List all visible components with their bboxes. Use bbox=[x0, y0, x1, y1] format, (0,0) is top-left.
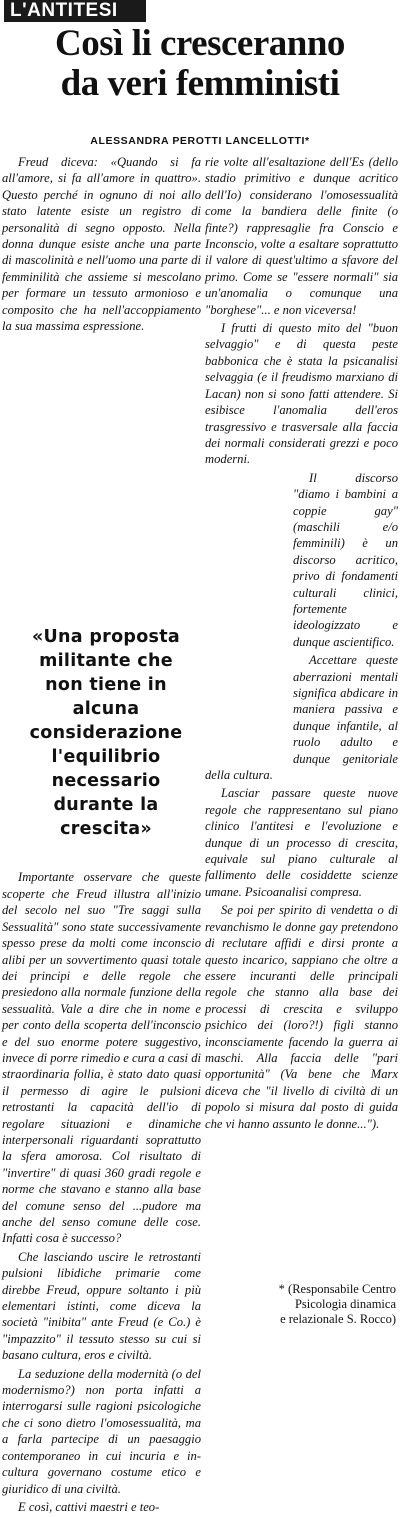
paragraph: I frutti di questo mito del "buon selvaggio" e di questa peste babbonica che è stata la psicanalisi selvaggia (e il freudismo marxiano di Lacan) non si sono fatti attendere. Si esibisce l'anomalia dell'eros trasgressivo e trasversale alla faccia dei normali considerati grezzi e poco moderni. bbox=[205, 321, 398, 467]
paragraph: Accettare queste aberrazioni mentali significa abdicare in maniera passiva e dunque infantile, al ruolo adulto e dunque genitoriale della cultura. bbox=[205, 653, 398, 783]
pull-quote-line: durante la bbox=[53, 794, 159, 815]
headline bbox=[0, 24, 400, 104]
paragraph: rie volte all'esaltazione dell'Es (dello stadio primitivo e dunque acritico dell'Io) considerano l'omosessualità come la bandiera delle finite (o finte?) rappresaglie fra Conscio e Inconscio, volte a esaltare soprattutto il valore di quest'ultimo a sfavore del primo. Come se "essere normali" sia un'anomalia o comunque una "borghese"... e non viceversa! bbox=[205, 155, 398, 317]
paragraph: La seduzione della modernità (o del modernismo?) non porta infatti a interrogarsi sulle ragioni psicologiche che ci sono dietro l'omosessualità, ma a farla partecipe di un paesaggio contemporaneo in cui incuria e in-cultura governano costume etico e giuridico di una civiltà. bbox=[2, 1366, 201, 1496]
credit-line: * (Responsabile Centro bbox=[278, 1282, 396, 1296]
article-column-left bbox=[2, 154, 201, 1517]
credit-line: e relazionale S. Rocco) bbox=[280, 1312, 396, 1326]
headline-line-1: Così li cresceranno bbox=[55, 23, 345, 64]
paragraph: E così, cattivi maestri e teo- bbox=[18, 1499, 160, 1514]
pull-quote-line: l'equilibrio bbox=[51, 746, 161, 767]
paragraph: Il discorso "diamo i bambini a coppie gay" (maschili e/o femminili) è un discorso acritico, privo di fondamenti culturali clinici, fortemente ideologizzato e dunque ascientifico. bbox=[293, 470, 398, 649]
credit-line: Psicologia dinamica bbox=[294, 1297, 396, 1311]
paragraph: Importante osservare che queste scoperte che Freud illustra all'inizio del secolo nel suo "Tre saggi sulla Sessualità" sono state successivamente spesso prese da molti come inconscio alibi per un sovvertimento quasi totale dei principi e delle regole che presiedono alla normale funzione della sessualità. Vale a dire che in nome e per conto della scoperta dell'inconscio e del suo enorme potere suggestivo, invece di porre rimedio e cura a casi di straordinaria follia, è stato dato quasi il permesso di agire le pulsioni retrostanti la capacità dell'io di regolare situazioni e dinamiche interpersonali riguardanti soprattutto la sfera amorosa. Col risultato di "invertire" di quasi 360 gradi regole e norme che stavano e stanno alla base del comune senso del ...pudore ma anche del senso comune delle cose. Infatti cosa è successo? bbox=[2, 870, 201, 1246]
pull-quote-line: necessario bbox=[51, 770, 161, 791]
pull-quote-line: crescita» bbox=[60, 818, 152, 839]
pull-quote-line: alcuna bbox=[72, 698, 140, 719]
pull-quote-line: militante che bbox=[39, 650, 173, 671]
article-column-right bbox=[205, 154, 398, 1134]
pull-quote-line: considerazione bbox=[29, 722, 183, 743]
pull-quote bbox=[9, 600, 203, 865]
headline-line-2: da veri femministi bbox=[60, 63, 340, 104]
pull-quote-line: non tiene in bbox=[45, 674, 167, 695]
paragraph: Lasciar passare queste nuove regole che rappresentano sul piano clinico l'antitesi e l'evoluzione e dunque di un processo di crescita, equivale sul piano culturale al fallimento delle cosiddette scienze umane. Psicoanalisi compresa. bbox=[205, 786, 398, 899]
paragraph: Freud diceva: «Quando si fa all'amore, si fa all'amore in quattro». Questo perché in ognuno di noi allo stato latente esiste un registro di personalità di segno opposto. Nella donna dunque esiste anche una parte di mascolinità e nell'uomo una parte di femminilità che assieme si mescolano per formare un tessuto armonioso e composito che ha nell'accoppiamento la sua massima espressione. bbox=[2, 155, 201, 334]
paragraph: Se poi per spirito di vendetta o di revanchismo le donne gay pretendono di reclutare affidi e dirsi pronte a questo incarico, sappiano che oltre a essere incuranti delle principali regole che stanno alla base dei processi di crescita e sviluppo psichico dei (loro?!) figli stanno inconsciamente facendo la guerra ai maschi. Alla faccia delle "pari opportunità" (Va bene che Marx diceva che "il livello di civiltà di un popolo si misura dal posto di guida che vi hanno assunto le donne..."). bbox=[205, 903, 398, 1131]
byline: ALESSANDRA PEROTTI LANCELLOTTI* bbox=[90, 135, 310, 147]
author-credit bbox=[206, 1282, 396, 1327]
pull-quote-line: «Una proposta bbox=[31, 626, 181, 647]
paragraph: Che lasciando uscire le retrostanti pulsioni libidiche primarie come direbbe Freud, oppure soltanto i più elementari istinti, come diceva la società "inibita" ante Freud (e Co.) è "impazzito" il tessuto stesso su cui si basano cultura, eros e civiltà. bbox=[2, 1249, 201, 1363]
section-label: L'ANTITESI bbox=[4, 0, 146, 22]
pull-quote-spacer bbox=[195, 504, 289, 752]
